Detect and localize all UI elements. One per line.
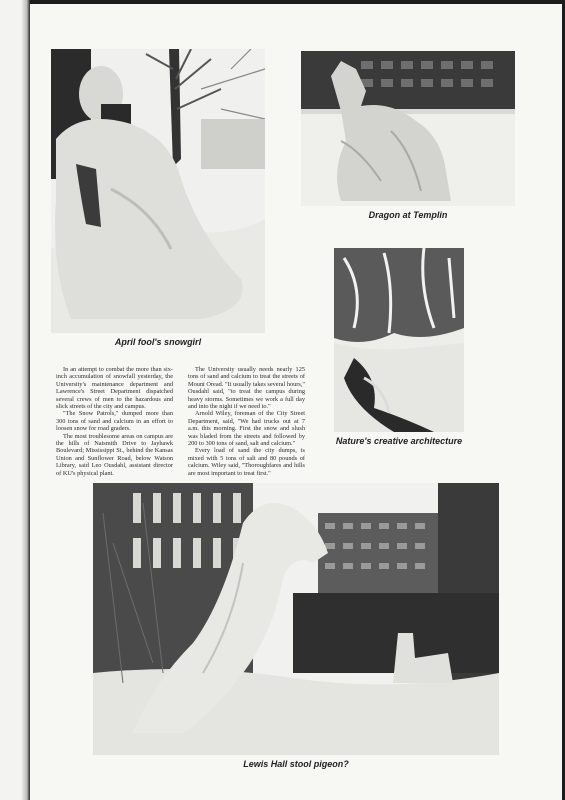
photo-snowgirl: [51, 49, 265, 333]
book-gutter-shadow: [22, 0, 30, 800]
caption-snowgirl: April fool's snowgirl: [114, 337, 202, 347]
caption-dragon: Dragon at Templin: [368, 210, 448, 220]
article-column-1: [56, 366, 173, 477]
article-paragraph: The most troublesome areas on campus are the hills of Naismith Drive to Jayhawk Boulevard; Mississippi St., behind the Kansas Union and Sunflower Road, below Watson Library, said Leo Ousdahl, assistant director of KU's physical plant.: [56, 432, 173, 477]
article-paragraph: "The Snow Patrols," dumped more than 300 tons of sand and calcium in an effort to loosen snow for road graders.: [56, 410, 173, 433]
caption-pigeon: Lewis Hall stool pigeon?: [243, 759, 349, 769]
photo-dragon: [301, 51, 515, 206]
yearbook-page: [30, 4, 562, 800]
caption-nature: Nature's creative architecture: [335, 436, 463, 446]
photo-nature: [334, 248, 464, 432]
article-paragraph: Every load of sand the city dumps, is mixed with 5 tons of salt and 80 pounds of calcium. Wiley said, "Thoroughfares and hills are most important to treat first.": [188, 447, 305, 477]
article-paragraph: In an attempt to combat the more than six-inch accumulation of snowfall yesterday, the University's maintenance department and Lawrence's Street Department dispatched several crews of men to the hazardous and slick streets of the city and campus.: [56, 366, 173, 411]
photo-pigeon: [93, 483, 499, 755]
article-paragraph: The University usually needs nearly 125 tons of sand and calcium to treat the streets of Mount Oread. "It usually takes several hours," Ousdahl said, "to treat the campus during heavy storms. Sometimes we work a full day and into the night if we need to.": [188, 366, 305, 411]
article-paragraph: Arnold Wiley, foreman of the City Street Department, said, "We had trucks out at 7 a.m. this morning. First the snow and slush was bladed from the streets and followed by 200 to 300 tons of sand, salt and calcium.": [188, 410, 305, 448]
article-column-2: [188, 366, 305, 477]
